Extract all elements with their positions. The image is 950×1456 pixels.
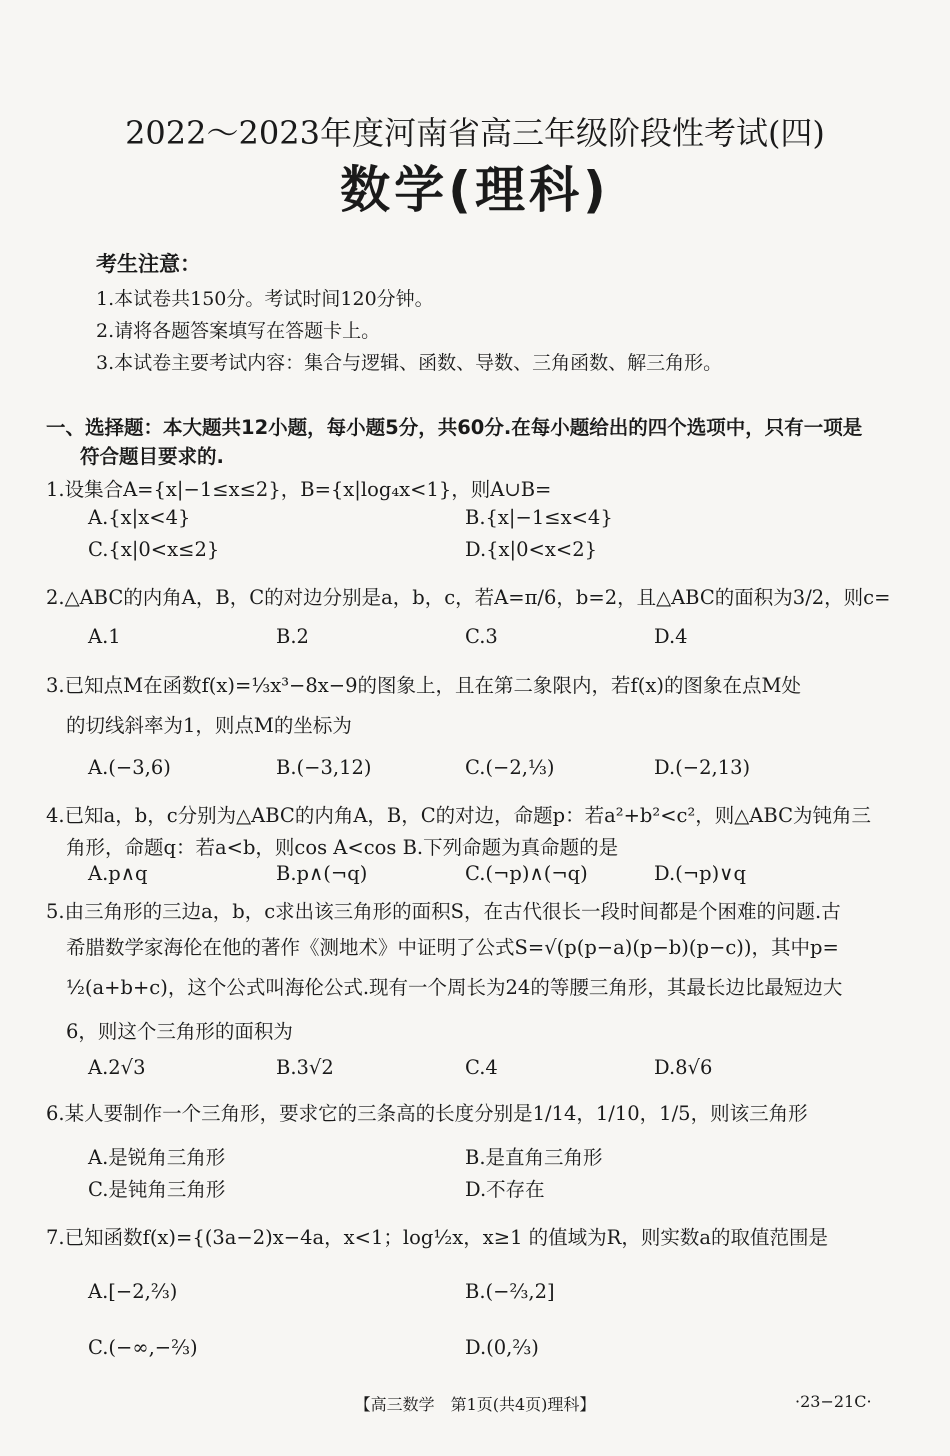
q4-option-c: C.(¬p)∧(¬q) [465, 862, 588, 885]
question-5-cont: 希腊数学家海伦在他的著作《测地术》中证明了公式S=√(p(p−a)(p−b)(p−c))，其中p= [66, 936, 839, 959]
q1-option-c: C.{x|0<x≤2} [88, 538, 220, 561]
question-6: 6.某人要制作一个三角形，要求它的三条高的长度分别是1/14，1/10，1/5，则该三角形 [46, 1102, 808, 1125]
page-footer: 【高三数学 第1页(共4页)理科】 [354, 1395, 596, 1414]
q7-option-a: A.[−2,⅔) [88, 1280, 178, 1303]
q6-option-d: D.不存在 [465, 1178, 545, 1201]
q3-option-c: C.(−2,⅓) [465, 756, 555, 779]
question-3: 3.已知点M在函数f(x)=⅓x³−8x−9的图象上，且在第二象限内，若f(x)的图象在点M处 [46, 674, 801, 697]
q5-option-d: D.8√6 [654, 1056, 713, 1079]
q5-option-a: A.2√3 [88, 1056, 146, 1079]
q2-option-b: B.2 [276, 625, 309, 648]
q2-option-c: C.3 [465, 625, 498, 648]
q5-option-c: C.4 [465, 1056, 498, 1079]
section-heading: 一、选择题：本大题共12小题，每小题5分，共60分.在每小题给出的四个选项中，只有一项是 [46, 416, 863, 439]
question-5: 5.由三角形的三边a，b，c求出该三角形的面积S，在古代很长一段时间都是个困难的问题.古 [46, 900, 841, 923]
q1-option-d: D.{x|0<x<2} [465, 538, 598, 561]
q1-option-b: B.{x|−1≤x<4} [465, 506, 613, 529]
q1-option-a: A.{x|x<4} [88, 506, 191, 529]
q2-option-d: D.4 [654, 625, 688, 648]
section-heading-cont: 符合题目要求的. [80, 445, 224, 468]
q4-option-a: A.p∧q [88, 862, 148, 885]
question-5-cont: 6，则这个三角形的面积为 [66, 1020, 293, 1043]
q6-option-b: B.是直角三角形 [465, 1146, 603, 1169]
question-4: 4.已知a，b，c分别为△ABC的内角A，B，C的对边，命题p：若a²+b²<c²，则△ABC为钝角三 [46, 804, 871, 827]
q2-option-a: A.1 [88, 625, 121, 648]
q6-option-c: C.是钝角三角形 [88, 1178, 226, 1201]
notice-item: 2.请将各题答案填写在答题卡上。 [96, 320, 381, 342]
question-3-cont: 的切线斜率为1，则点M的坐标为 [66, 714, 352, 737]
q4-option-b: B.p∧(¬q) [276, 862, 368, 885]
q3-option-b: B.(−3,12) [276, 756, 372, 779]
notice-item: 1.本试卷共150分。考试时间120分钟。 [96, 288, 434, 310]
exam-code: ·23−21C· [795, 1392, 872, 1411]
q5-option-b: B.3√2 [276, 1056, 334, 1079]
exam-title: 2022～2023年度河南省高三年级阶段性考试(四) [125, 114, 825, 152]
q7-option-c: C.(−∞,−⅔) [88, 1336, 198, 1359]
q7-option-b: B.(−⅔,2] [465, 1280, 555, 1303]
question-4-cont: 角形，命题q：若a<b，则cos A<cos B.下列命题为真命题的是 [66, 836, 619, 859]
question-2: 2.△ABC的内角A，B，C的对边分别是a，b，c，若A=π/6，b=2，且△ABC的面积为3/2，则c= [46, 586, 891, 609]
q6-option-a: A.是锐角三角形 [88, 1146, 226, 1169]
question-7: 7.已知函数f(x)={(3a−2)x−4a，x<1；log½x，x≥1 的值域为R，则实数a的取值范围是 [46, 1226, 828, 1249]
q3-option-a: A.(−3,6) [88, 756, 171, 779]
notice-heading: 考生注意： [96, 252, 201, 276]
notice-item: 3.本试卷主要考试内容：集合与逻辑、函数、导数、三角函数、解三角形。 [96, 352, 723, 374]
q7-option-d: D.(0,⅔) [465, 1336, 539, 1359]
q4-option-d: D.(¬p)∨q [654, 862, 746, 885]
q3-option-d: D.(−2,13) [654, 756, 751, 779]
question-5-cont: ½(a+b+c)，这个公式叫海伦公式.现有一个周长为24的等腰三角形，其最长边比最短边大 [66, 976, 843, 999]
question-1: 1.设集合A={x|−1≤x≤2}，B={x|log₄x<1}，则A∪B= [46, 478, 552, 501]
exam-subject: 数学(理科) [340, 161, 610, 219]
